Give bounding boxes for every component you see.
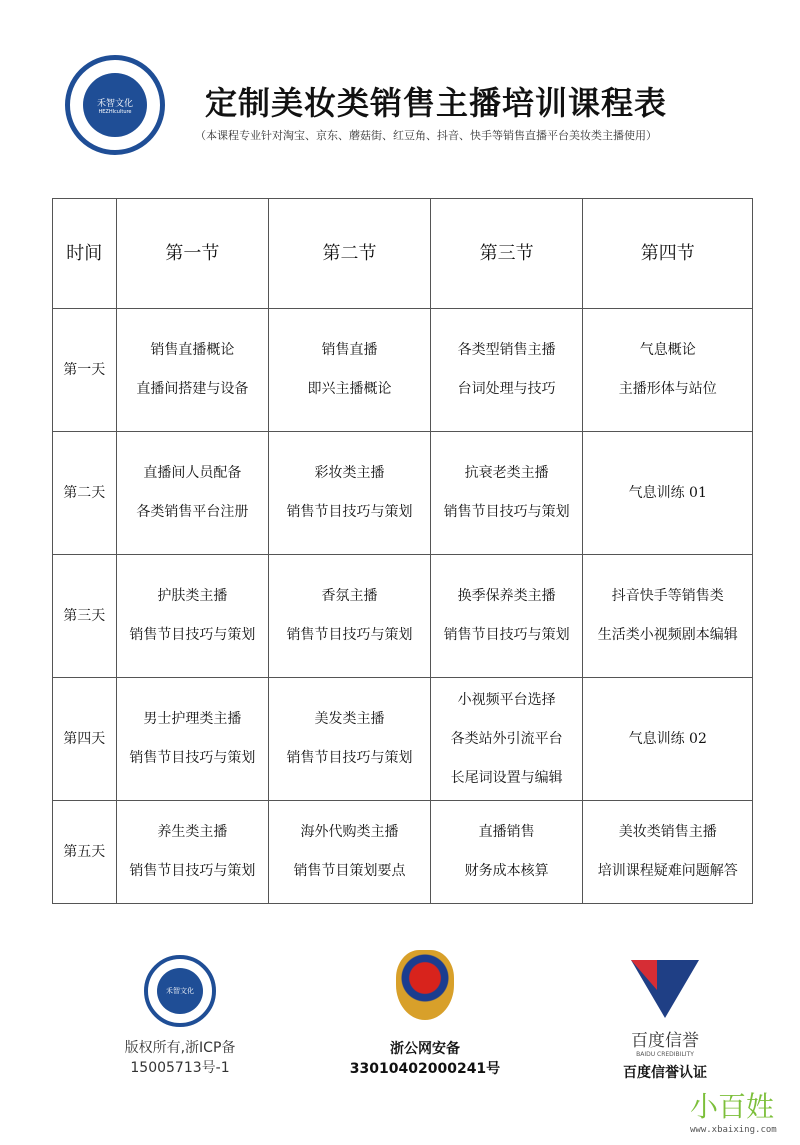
course-cell [269,678,431,801]
schedule-table [52,198,753,904]
course-line: 各类型销售主播 [457,342,556,358]
course-line: 换季保养类主播 [457,588,556,604]
course-line: 主播形体与站位 [618,381,717,397]
baidu-cert-text: 百度信誉认证 [623,1065,707,1081]
column-header: 第四节 [583,199,753,309]
course-line: 美妆类销售主播 [618,824,717,840]
course-line: 销售节目技巧与策划 [129,750,256,766]
course-line: 彩妆类主播 [314,465,385,481]
course-cell [269,801,431,904]
course-line: 培训课程疑难问题解答 [597,863,738,879]
course-line: 财务成本核算 [464,863,549,879]
table-header-row [53,199,753,309]
course-cell [430,432,583,555]
footer-copyright [90,955,270,1077]
day-label: 第二天 [53,432,117,555]
logo-name-en: HEZHIculture [98,108,132,115]
course-line: 销售节目策划要点 [293,863,406,879]
course-cell [116,555,269,678]
course-line: 销售节目技巧与策划 [129,863,256,879]
table-row [53,432,753,555]
day-label: 第三天 [53,555,117,678]
course-cell [583,678,753,801]
watermark-name: 小百姓 [690,1090,775,1123]
course-cell [430,801,583,904]
day-label: 第一天 [53,309,117,432]
course-line: 销售节目技巧与策划 [129,627,256,643]
page-title: 定制美妆类销售主播培训课程表 [205,84,668,122]
course-line: 直播销售 [478,824,535,840]
baidu-credibility-logo-icon [631,960,699,1018]
course-line: 香氛主播 [321,588,378,604]
footer-baidu [600,960,730,1082]
day-label: 第四天 [53,678,117,801]
police-emblem-icon [396,950,454,1020]
course-line: 各类站外引流平台 [450,730,563,747]
course-line: 台词处理与技巧 [457,381,556,397]
course-cell [269,309,431,432]
column-header: 时间 [53,199,117,309]
course-line: 直播间人员配备 [143,465,242,481]
course-cell [116,309,269,432]
course-cell [583,555,753,678]
course-cell [269,555,431,678]
baidu-en: BAIDU CREDIBILITY [636,1051,694,1058]
course-line: 美发类主播 [314,711,385,727]
course-line: 长尾词设置与编辑 [450,769,563,786]
company-logo-small: 禾智文化 [144,955,216,1027]
course-cell [116,678,269,801]
course-line: 销售节目技巧与策划 [286,504,413,520]
table-row [53,801,753,904]
course-line: 抖音快手等销售类 [611,588,724,604]
course-line: 直播间搭建与设备 [136,381,249,397]
course-line: 气息概论 [639,342,696,358]
course-cell [430,309,583,432]
course-cell [269,432,431,555]
course-line: 气息训练 02 [628,730,707,747]
course-line: 销售节目技巧与策划 [443,627,570,643]
course-line: 海外代购类主播 [300,824,399,840]
course-line: 销售节目技巧与策划 [286,750,413,766]
course-cell [583,309,753,432]
course-cell [583,432,753,555]
course-line: 抗衰老类主播 [464,465,549,481]
column-header: 第二节 [269,199,431,309]
company-logo [65,55,165,155]
course-line: 销售节目技巧与策划 [443,504,570,520]
course-line: 即兴主播概论 [307,381,392,397]
table-row [53,309,753,432]
police-record-text: 浙公网安备 33010402000241号 [349,1041,501,1077]
watermark [670,1085,777,1135]
course-cell [116,432,269,555]
course-line: 气息训练 01 [628,484,707,501]
copyright-text: 版权所有,浙ICP备15005713号-1 [124,1040,236,1076]
course-line: 小视频平台选择 [457,691,556,708]
course-line: 销售直播 [321,342,378,358]
column-header: 第一节 [116,199,269,309]
column-header: 第三节 [430,199,583,309]
course-line: 护肤类主播 [157,588,228,604]
table-row [53,555,753,678]
table-row [53,678,753,801]
day-label: 第五天 [53,801,117,904]
course-cell [430,555,583,678]
course-cell [430,678,583,801]
baidu-name: 百度信誉 [631,1031,699,1051]
course-line: 销售节目技巧与策划 [286,627,413,643]
course-line: 销售直播概论 [150,342,235,358]
course-cell [116,801,269,904]
course-line: 各类销售平台注册 [136,504,249,520]
watermark-url: www.xbaixing.com [690,1125,777,1135]
logo-name: 禾智文化 [96,98,133,109]
footer-police [330,950,520,1078]
course-line: 男士护理类主播 [143,711,242,727]
course-line: 养生类主播 [157,824,228,840]
course-line: 生活类小视频剧本编辑 [597,627,738,643]
page-subtitle: （本课程专业针对淘宝、京东、蘑菇街、红豆角、抖音、快手等销售直播平台美妆类主播使用） [195,129,657,142]
course-cell [583,801,753,904]
